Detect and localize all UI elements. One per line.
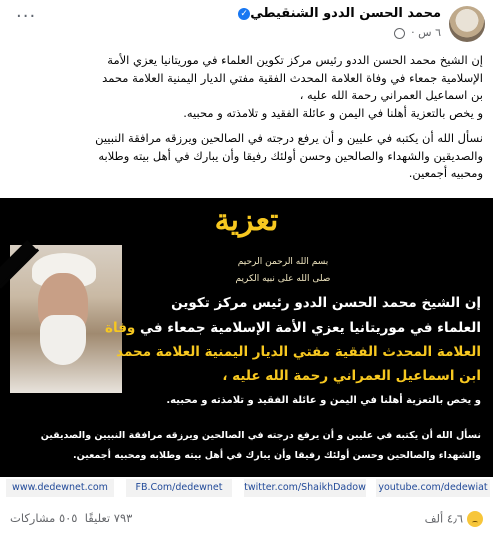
card-line-4: ابن اسماعيل العمراني رحمة الله عليه ، bbox=[222, 368, 481, 384]
card-line-2 bbox=[105, 320, 481, 336]
shares-count[interactable]: ٥٠٥ مشاركات bbox=[10, 511, 78, 525]
post-line: ومحبيه أجمعين. bbox=[408, 166, 483, 180]
paragraph-2 bbox=[10, 130, 483, 183]
card-line-3: العلامة المحدث الفقية مفتي الديار اليمنية العلامة محمد bbox=[116, 344, 481, 360]
paragraph-1 bbox=[10, 52, 483, 122]
post-line: نسأل الله أن يكتبه في عليين و أن يرفع درجته في الصالحين ويرزقه مرافقة النبيين bbox=[95, 131, 483, 145]
beard bbox=[40, 315, 86, 365]
author-name[interactable]: محمد الحسن الددو الشنقيطي bbox=[250, 6, 441, 21]
engagement-counts bbox=[10, 511, 132, 525]
divider bbox=[0, 195, 493, 198]
comments-count[interactable]: ٧٩٣ تعليقًا bbox=[84, 511, 133, 525]
sheikh-photo bbox=[10, 245, 122, 393]
card-line-2-white: العلماء في موريتانيا يعزي الأمة الإسلامية جمعاء في bbox=[140, 320, 481, 336]
verified-badge-icon: ✓ bbox=[238, 8, 250, 20]
facebook-link: FB.Com/dedewnet bbox=[126, 479, 232, 497]
post-line: بن اسماعيل العمراني رحمة الله عليه ، bbox=[299, 88, 483, 102]
more-options-icon[interactable]: ··· bbox=[16, 6, 37, 27]
sad-reaction-icon bbox=[467, 511, 483, 527]
youtube-link: youtube.com/dedewiat bbox=[376, 479, 490, 497]
card-line-2-yellow: وفاة bbox=[105, 320, 136, 336]
avatar[interactable] bbox=[449, 6, 485, 42]
post-author[interactable] bbox=[234, 6, 441, 21]
card-line-7: والشهداء والصالحين وحسن أولئك رفيقا وأن يبارك في أهل بيته وطلابه ومحبيه أجمعين. bbox=[73, 450, 481, 461]
salat-line: صلى الله على نبيه الكريم bbox=[235, 274, 331, 284]
basmala: بسم الله الرحمن الرحيم bbox=[237, 257, 329, 267]
links-bar bbox=[0, 477, 493, 501]
post-line: إن الشيخ محمد الحسن الددو رئيس مركز تكوين العلماء في موريتانيا يعزي الأمة bbox=[107, 53, 483, 67]
twitter-link: twitter.com/ShaikhDadow bbox=[244, 479, 366, 497]
website-link: www.dedewnet.com bbox=[6, 479, 114, 497]
post-line: و يخص بالتعزية أهلنا في اليمن و عائلة الفقيد و تلامذته و محبيه. bbox=[183, 105, 483, 120]
public-globe-icon bbox=[394, 28, 405, 39]
condolence-image[interactable] bbox=[0, 195, 493, 501]
condolence-title: تعزية bbox=[214, 203, 279, 238]
card-line-5: و يخص بالتعزية أهلنا في اليمن و عائلة الفقيد و تلامذته و محبيه. bbox=[166, 395, 481, 406]
reactions-count: ٤٫٦ ألف bbox=[424, 511, 463, 526]
card-line-6: نسأل الله أن يكتبه في عليين و أن يرفع درجته في الصالحين ويرزقه مرافقة النبيين والصديقين bbox=[40, 430, 481, 441]
card-line-1: إن الشيخ محمد الحسن الددو رئيس مركز تكوين bbox=[171, 295, 481, 311]
reactions-summary[interactable] bbox=[425, 511, 483, 527]
post-time[interactable]: ٦ س · bbox=[411, 26, 441, 39]
post-text bbox=[10, 52, 483, 191]
post-line: والصديقين والشهداء والصالحين وحسن أولئك رفيقا وأن يبارك في أهل بيته وطلابه bbox=[98, 148, 483, 163]
post-meta bbox=[394, 26, 441, 39]
post-line: الإسلامية جمعاء في وفاة العلامة المحدث الفقية مفتي الديار اليمنية العلامة محمد bbox=[102, 70, 483, 85]
